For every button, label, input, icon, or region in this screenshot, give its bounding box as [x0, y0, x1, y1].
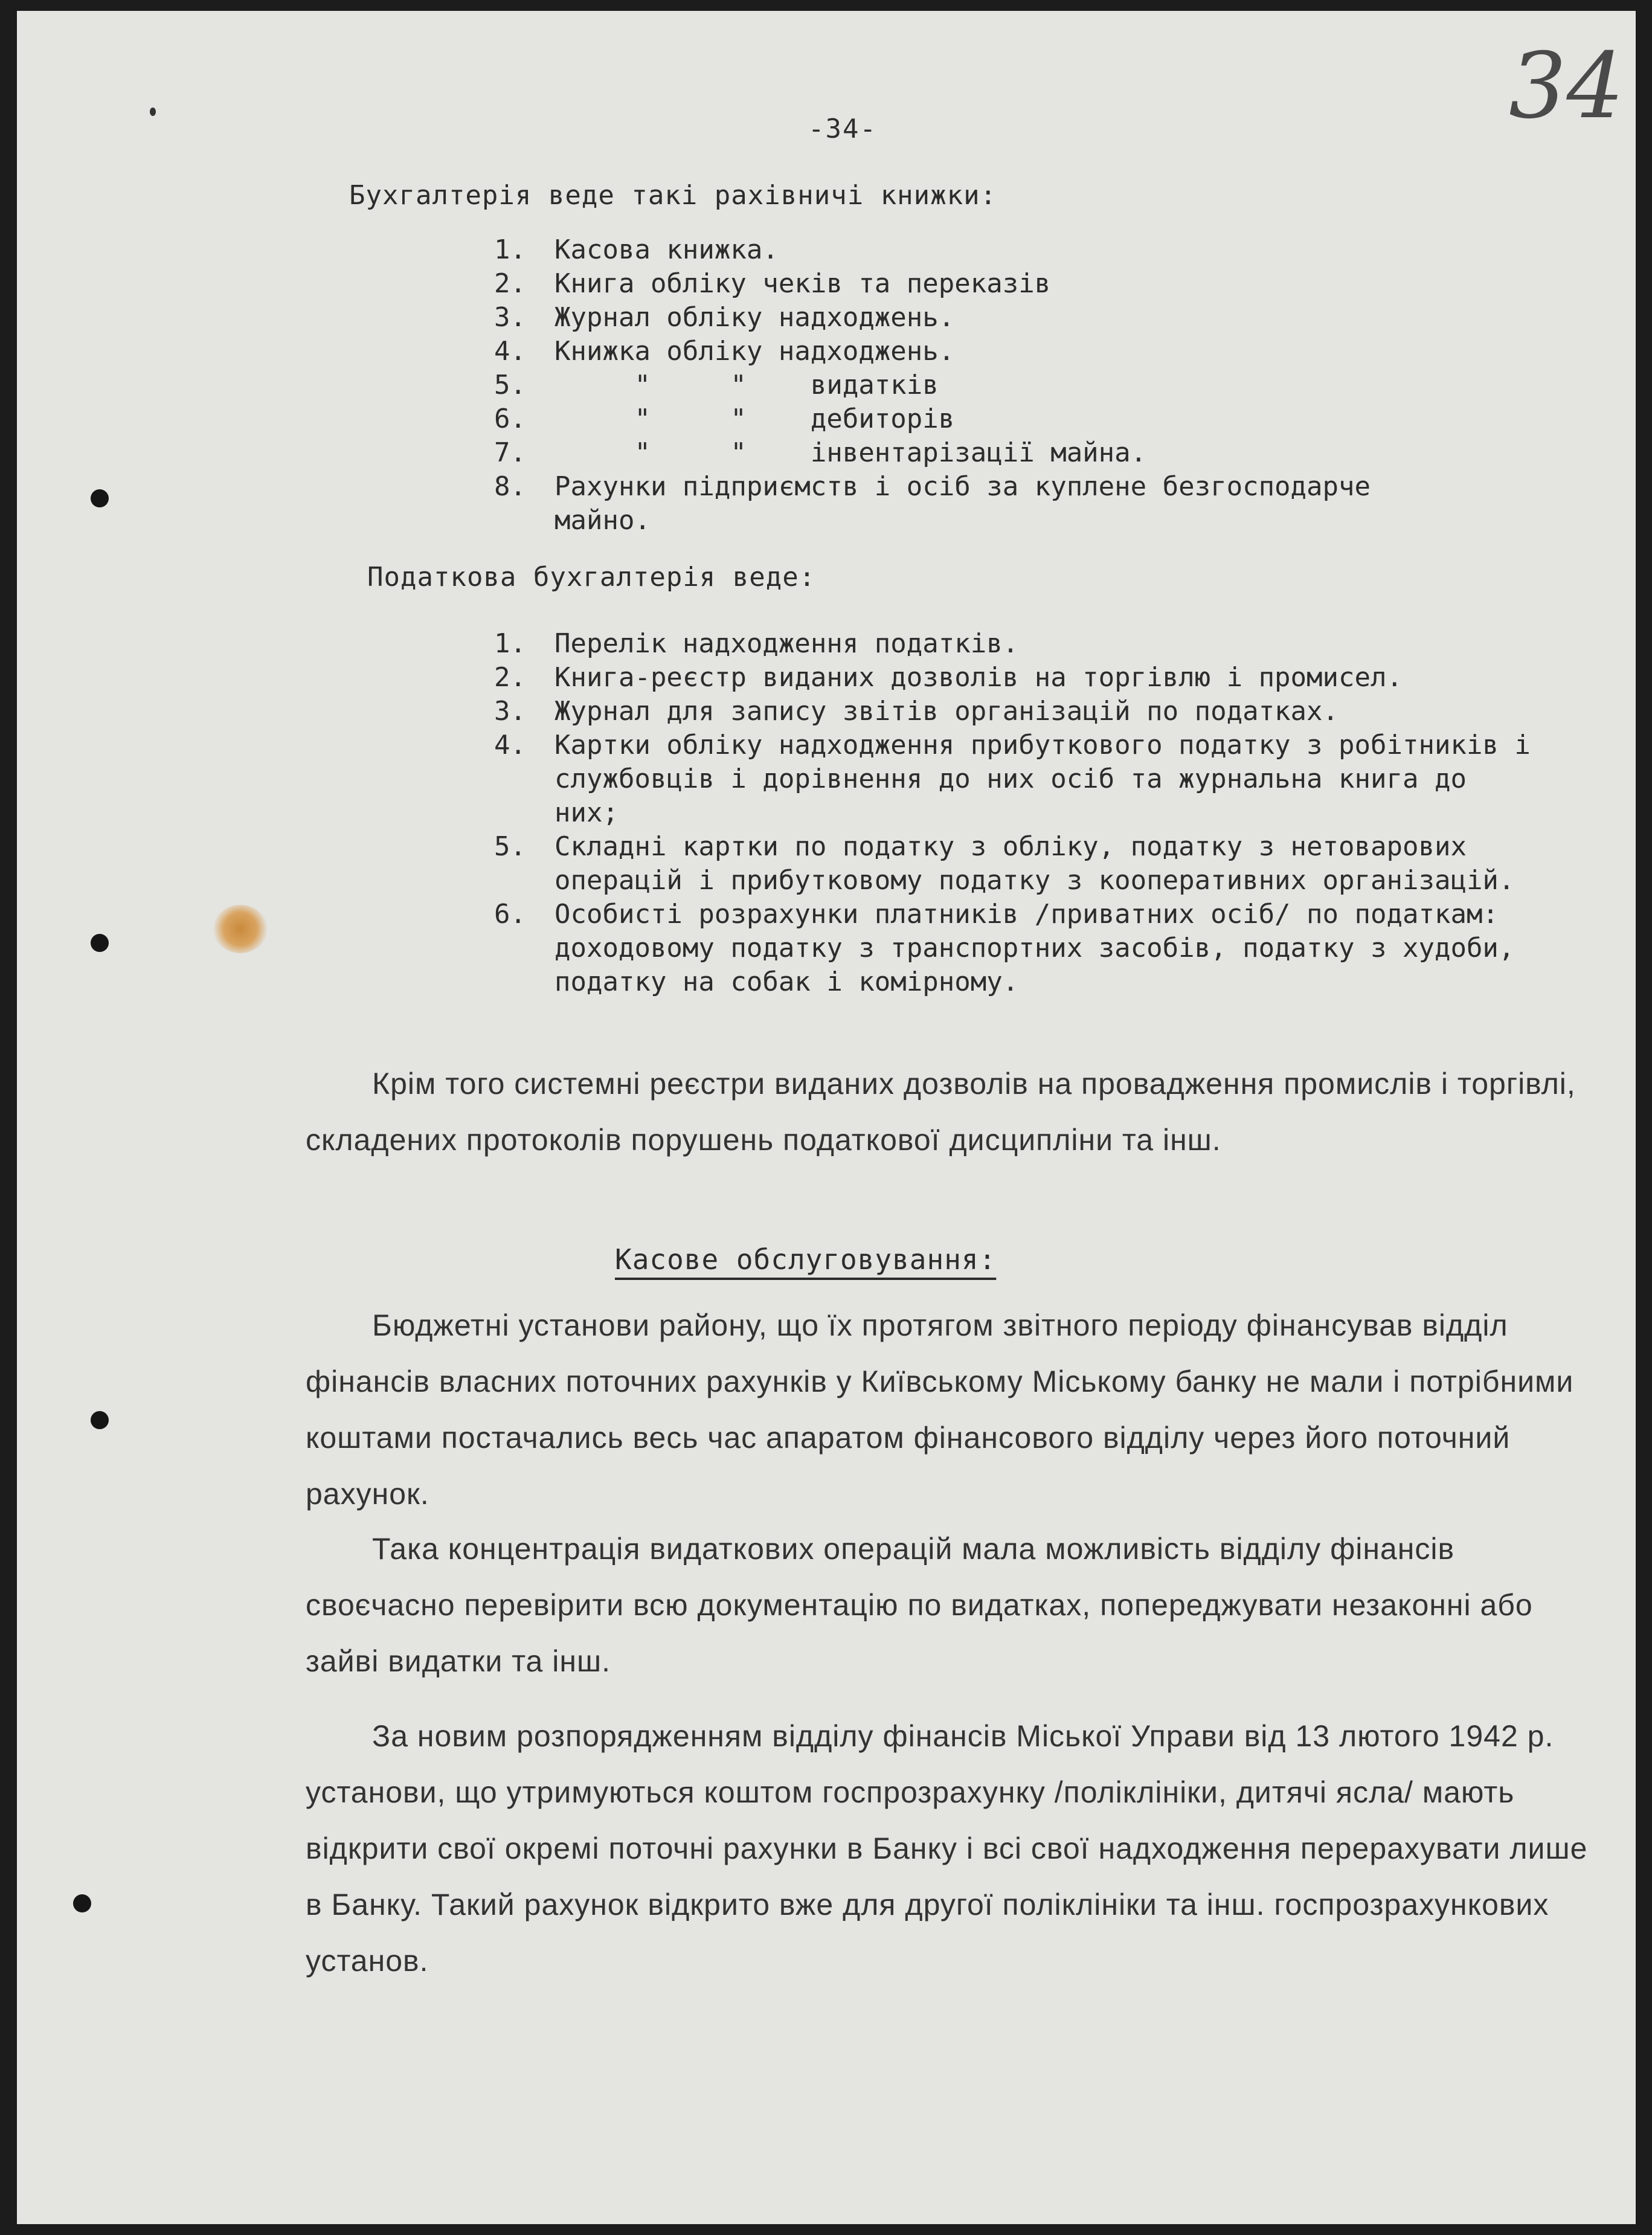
document-page — [17, 11, 1636, 2224]
accounting-books-list — [494, 233, 1371, 538]
list-item: 3. Журнал обліку надходжень. — [494, 302, 955, 333]
list-item: 3. Журнал для запису звітів організацій по податках. — [494, 696, 1339, 727]
page-number: -34- — [808, 114, 877, 144]
list-item: 5. " " видатків — [494, 370, 939, 400]
punch-hole — [73, 1894, 91, 1912]
punch-hole — [91, 934, 109, 952]
list-item: 6. Особисті розрахунки платників /приватних осіб/ по податкам: доходовому податку з транспортних засобів, податку з худоби, податку на собак і комірному. — [494, 899, 1515, 997]
list-item: 2. Книга обліку чеків та переказів — [494, 268, 1051, 299]
list-item: 8. Рахунки підприємств і осіб за куплене безгосподарче — [494, 471, 1371, 502]
list-item: 1. Касова книжка. — [494, 234, 779, 265]
list-item: 2. Книга-реєстр виданих дозволів на торгівлю і промисел. — [494, 662, 1403, 693]
list-item: майно. — [554, 505, 651, 536]
list-item: 4. Книжка обліку надходжень. — [494, 336, 955, 367]
list-item: 5. Складні картки по податку з обліку, податку з нетоварових операцій і прибутковому податку з кооперативних організацій. — [494, 831, 1515, 896]
rust-stain — [213, 905, 268, 953]
punch-hole — [91, 1411, 109, 1429]
registers-paragraph: Крім того системні реєстри виданих дозволів на провадження промислів і торгівлі, складених протоколів порушень податкової дисципліни та інш. — [306, 1067, 1576, 1157]
list-item: 7. " " інвентарізації майна. — [494, 437, 1147, 468]
tax-accounting-list — [494, 627, 1533, 999]
body-paragraph: Бюджетні установи району, що їх протягом звітного періоду фінансував відділ фінансів власних поточних рахунків у Київському Міському банку не мали і потрібними коштами постачались весь час апаратом фінансового відділу через його поточний рахунок. — [306, 1308, 1574, 1511]
handwritten-folio-number: 34 — [1509, 34, 1624, 139]
tax-accounting-heading: Податкова бухгалтерія веде: — [367, 562, 816, 593]
accounting-heading: Бухгалтерія веде такі рахівничі книжки: — [349, 180, 997, 211]
punch-hole — [91, 489, 109, 507]
body-paragraph: Така концентрація видаткових операцій мала можливість відділу фінансів своєчасно перевірити всю документацію по видатках, попереджувати незаконні або зайві видатки та інш. — [306, 1532, 1533, 1678]
list-item: 4. Картки обліку надходження прибуткового податку з робітників і службовців і дорівнення до них осіб та журнальна книга до них; — [494, 730, 1531, 828]
ink-speck — [150, 108, 156, 116]
list-item: 6. " " дебиторів — [494, 404, 955, 434]
section-title: Касове обслуговування: — [615, 1243, 997, 1276]
list-item: 1. Перелік надходження податків. — [494, 628, 1019, 659]
body-paragraph: За новим розпорядженням відділу фінансів Міської Управи від 13 лютого 1942 р. установи, що утримуються коштом госпрозрахунку /поліклініки, дитячі ясла/ мають відкрити свої окремі поточні рахунки в Банку і всі свої надходження перерахувати лише в Банку. Такий рахунок відкрито вже для другої поліклініки та інш. госпрозрахункових установ. — [306, 1719, 1588, 1978]
